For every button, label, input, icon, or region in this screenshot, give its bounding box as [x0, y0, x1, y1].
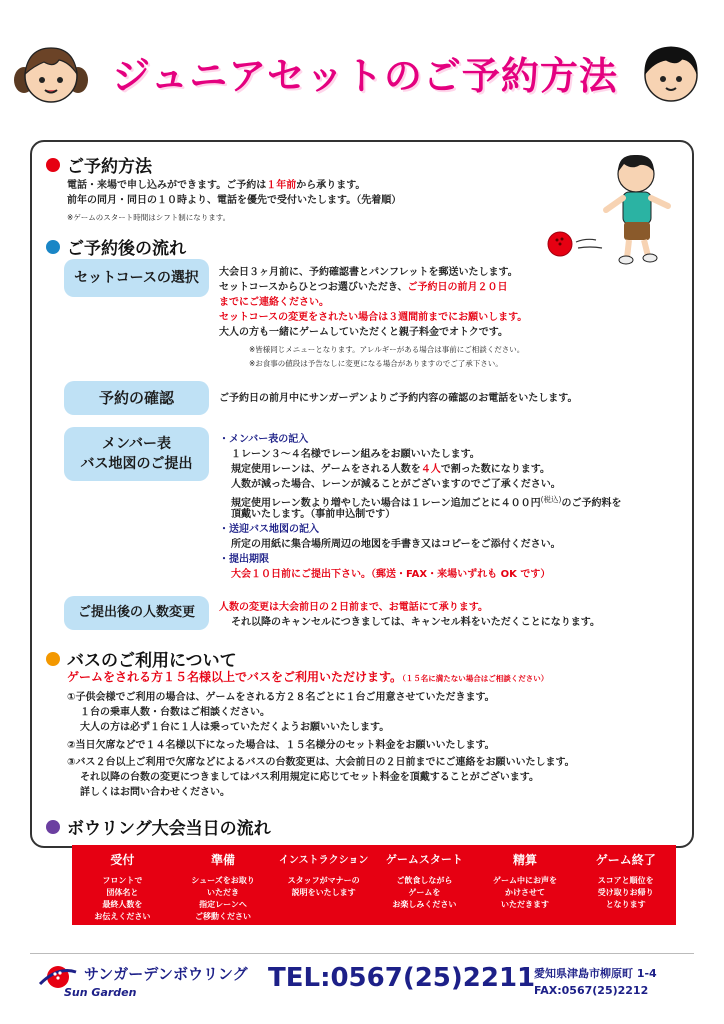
pill-number-change: ご提出後の人数変更 — [64, 596, 209, 630]
pill-course-selection: セットコースの選択 — [64, 259, 209, 297]
member-line6: 所定の用紙に集合場所周辺の地図を手書き又はコピーをご添付ください。 — [231, 539, 561, 550]
course-line2 — [219, 280, 508, 295]
text-highlight: ご予約日の前月２０日 — [407, 282, 508, 293]
pill-reservation-confirm: 予約の確認 — [64, 381, 209, 415]
step-body: フロントで 団体名と 最終人数を お伝えください — [94, 876, 151, 921]
section-heading: バスのご利用について — [67, 651, 237, 671]
flow-step — [173, 845, 274, 925]
confirm-line: ご予約日の前月中にサンガーデンよりご予約内容の確認のお電話をいたします。 — [219, 393, 578, 404]
arrow-right-icon — [474, 875, 482, 895]
step-body: ご飲食しながら ゲームを お楽しみください — [392, 876, 457, 909]
arrow-right-icon — [373, 875, 381, 895]
arrow-right-icon — [574, 875, 582, 895]
change-line2: それ以降のキャンセルにつきましては、キャンセル料をいただくことになります。 — [231, 617, 600, 628]
flow-step — [575, 845, 676, 925]
boy-face-icon — [640, 42, 702, 104]
sec1-line2: 前年の同月・同日の１０時より、電話を優先で受付いたします。（先着順） — [67, 195, 402, 206]
step-title: 準備 — [211, 853, 236, 867]
text-highlight: １年前 — [266, 180, 297, 191]
bus-line6: それ以降の台数の変更につきましてはバス利用規定に応じてセット料金を頂戴することがございます。 — [80, 772, 539, 783]
member-line5: 頂戴いたします。（事前申込制です） — [231, 509, 396, 520]
address-block — [534, 965, 657, 999]
step-title: 受付 — [110, 853, 135, 867]
course-note2: ※お食事の値段は予告なしに変更になる場合がありますのでご了承下さい。 — [249, 359, 503, 368]
logo-japanese: サンガーデンボウリング — [84, 965, 248, 983]
bowling-ball-icon — [546, 228, 610, 260]
pill-member-submission: メンバー表 バス地図のご提出 — [64, 427, 209, 481]
section-after-reservation — [46, 234, 186, 259]
section-heading: ボウリング大会当日の流れ — [67, 819, 271, 839]
step-body: ゲーム中にお声を かけさせて いただきます — [493, 876, 558, 909]
section-heading: ご予約方法 — [67, 157, 152, 177]
flow-step — [475, 845, 576, 925]
footer-divider — [30, 953, 694, 954]
purple-bullet-icon — [46, 820, 60, 834]
text-segment: で割った数になります。 — [440, 464, 551, 475]
arrow-right-icon — [172, 875, 180, 895]
flow-step — [374, 845, 475, 925]
text-segment: 電話・来場で申し込みができます。ご予約は — [67, 180, 267, 191]
section-bus-usage — [46, 646, 237, 671]
course-note1: ※皆様同じメニューとなります。アレルギーがある場合は事前にご相談ください。 — [249, 345, 525, 354]
text-segment: 規定使用レーン数より増やしたい場合は１レーン追加ごとに４００円 — [231, 498, 541, 509]
course-line5: 大人の方も一緒にゲームしていただくと親子料金でオトクです。 — [219, 327, 508, 338]
orange-bullet-icon — [46, 652, 60, 666]
arrow-right-icon — [272, 875, 280, 895]
tax-note: (税込) — [540, 495, 562, 504]
text-segment: 規定使用レーンは、ゲームをされる人数を — [231, 464, 421, 475]
step-title: ゲームスタート — [385, 853, 463, 866]
course-line3: までにご連絡ください。 — [219, 297, 329, 308]
logo-english: Sun Garden — [64, 986, 137, 999]
bus-line3: 大人の方は必ず１台に１人は乗っていただくようお願いいたします。 — [80, 722, 390, 733]
member-line2 — [231, 462, 550, 477]
text-segment: セットコースからひとつお選びいただき、 — [219, 282, 408, 293]
text-highlight: （１５名に満たない場合はご相談ください） — [402, 674, 549, 683]
bus-line4: ②当日欠席などで１４名様以下になった場合は、１５名様分のセット料金をお願いいたします。 — [67, 740, 495, 751]
bus-line5: ③バス２台以上ご利用で欠席などによるバスの台数変更は、大会前日の２日前までにご連絡をお願いいたします。 — [67, 757, 575, 768]
member-line3: 人数が減った場合、レーンが減ることがございますのでご了承ください。 — [231, 479, 561, 490]
sec1-line1 — [67, 178, 365, 193]
step-title: インストラクション — [278, 855, 369, 866]
section-heading: ご予約後の流れ — [67, 239, 186, 259]
step-title: 精算 — [513, 853, 538, 867]
flow-steps — [72, 845, 676, 925]
red-bullet-icon — [46, 158, 60, 172]
sec1-note: ※ゲームのスタート時間はシフト制になります。 — [67, 213, 231, 222]
blue-bullet-icon — [46, 240, 60, 254]
course-line4: セットコースの変更をされたい場合は３週間前までにお願いします。 — [219, 312, 528, 323]
page-title: ジュニアセットのご予約方法 — [112, 54, 618, 98]
flow-step — [273, 845, 374, 925]
member-heading1: ・メンバー表の記入 — [219, 434, 309, 445]
step-title: ゲーム終了 — [595, 853, 656, 867]
text-segment: のご予約料を — [561, 498, 622, 509]
bus-line2: １台の乗車人数・台数はご相談ください。 — [80, 707, 270, 718]
member-heading3: ・提出期限 — [219, 554, 269, 565]
section-event-day-flow — [46, 814, 271, 839]
step-body: シューズをお取り いただき 指定レーンへ ご移動ください — [191, 876, 255, 921]
member-line7: 大会１０日前にご提出下さい。（郵送・FAX・来場いずれも OK です） — [231, 569, 551, 580]
address: 愛知県津島市柳原町 1-4 — [534, 967, 657, 980]
text-highlight: ゲームをされる方１５名様以上でバスをご利用いただけます。 — [67, 670, 403, 684]
step-body: スタッフがマナーの 説明をいたします — [287, 876, 360, 897]
bus-lead — [67, 670, 548, 686]
change-line1: 人数の変更は大会前日の２日前まで、お電話にて承ります。 — [219, 602, 488, 613]
bus-line1: ①子供会様でご利用の場合は、ゲームをされる方２８名ごとに１台ご用意させていただきます。 — [67, 692, 495, 703]
phone-number[interactable]: TEL:0567(25)2211 — [268, 963, 536, 993]
course-line1: 大会日３ヶ月前に、予約確認書とパンフレットを郵送いたします。 — [219, 267, 518, 278]
text-segment: から承ります。 — [296, 180, 366, 191]
section-reservation-method — [46, 152, 152, 177]
bus-line7: 詳しくはお問い合わせください。 — [80, 787, 230, 798]
girl-face-icon — [14, 40, 88, 106]
member-line1: １レーン３～４名様でレーン組みをお願いいたします。 — [231, 449, 480, 460]
member-heading2: ・送迎バス地図の記入 — [219, 524, 319, 535]
flow-step — [72, 845, 173, 925]
fax-number: FAX:0567(25)2212 — [534, 984, 649, 997]
step-body: スコアと順位を 受け取りお帰り となります — [597, 876, 654, 909]
text-highlight: ４人 — [420, 464, 441, 475]
